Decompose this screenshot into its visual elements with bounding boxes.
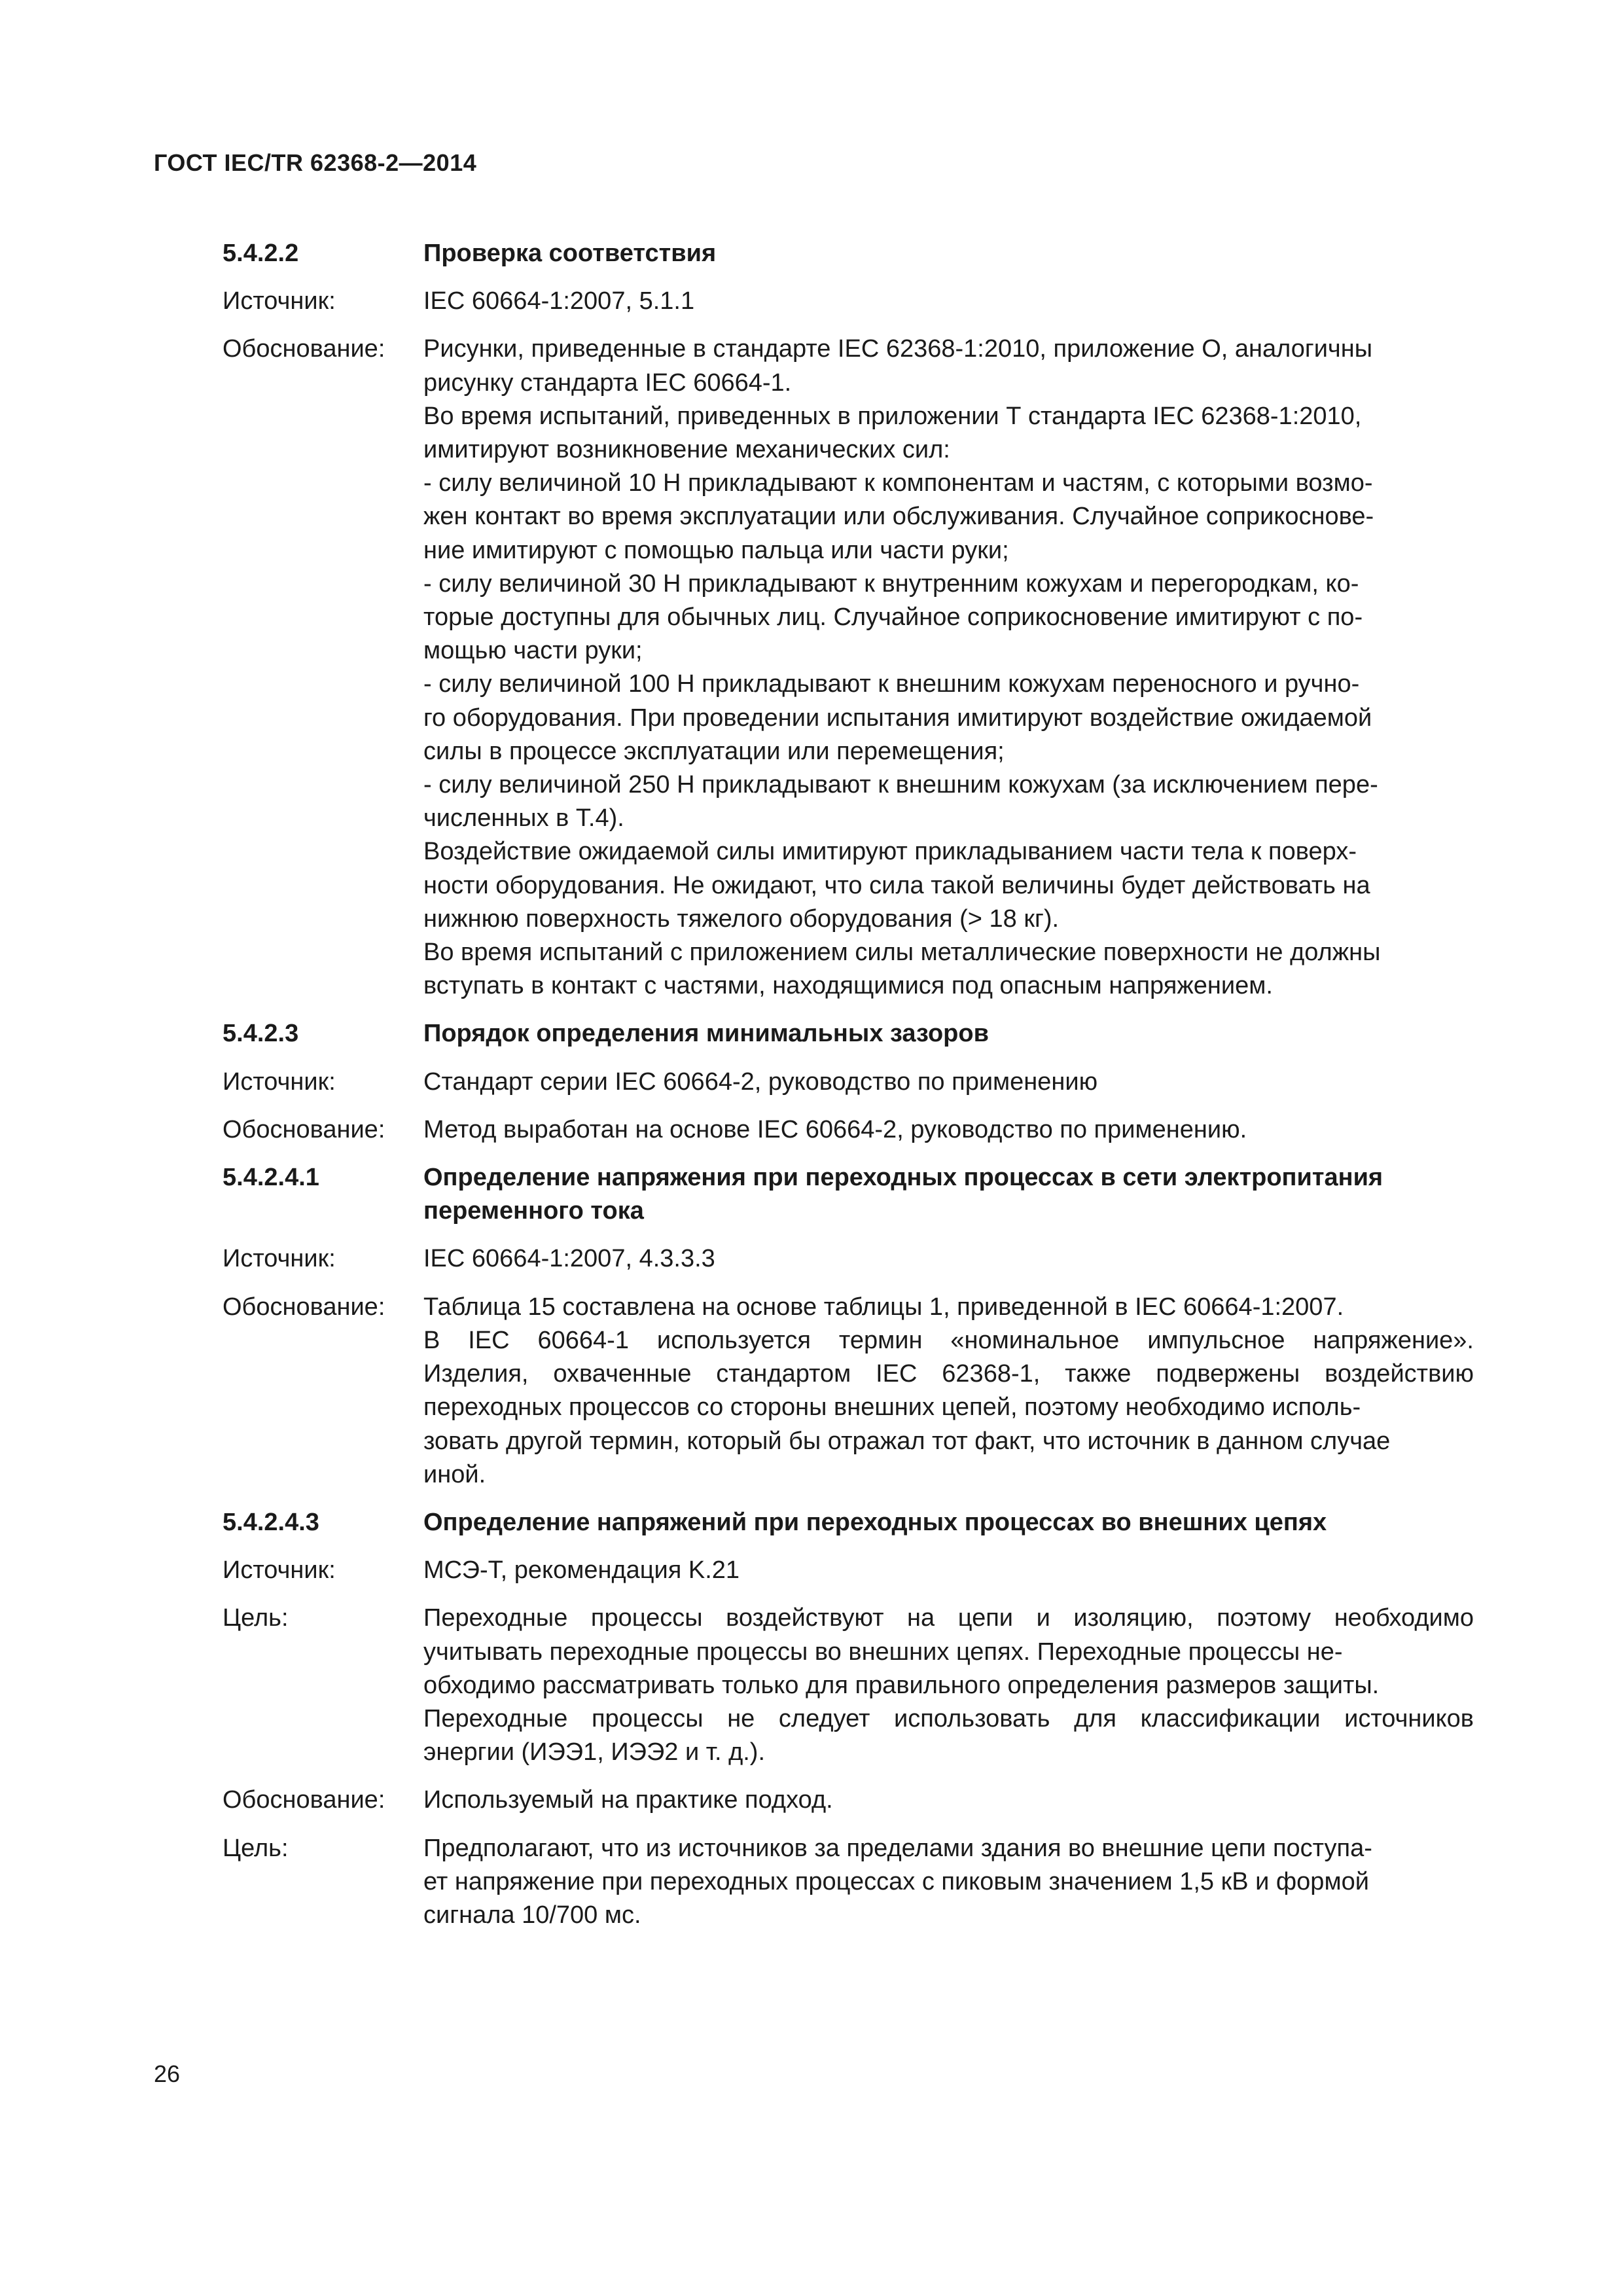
title-line: Определение напряжения при переходных процессах в сети электропитания (423, 1164, 1383, 1192)
source-label: Источник: (223, 1245, 336, 1273)
text-line: Изделия, охваченные стандартом IEC 62368-1, также подвержены воздействию (423, 1360, 1474, 1388)
source-value: Стандарт серии IEC 60664-2, руководство по применению (423, 1067, 1098, 1096)
source-label: Источник: (223, 1067, 336, 1096)
goal-text (423, 1602, 1474, 1769)
section-title: Порядок определения минимальных зазоров (423, 1020, 989, 1048)
goal-label: Цель: (223, 1834, 289, 1862)
text-line: силы в процессе эксплуатации или перемещения; (423, 737, 1005, 765)
source-field (223, 1554, 1474, 1587)
justification-field (223, 1291, 1474, 1492)
source-value: IEC 60664-1:2007, 5.1.1 (423, 287, 695, 315)
section-title: Проверка соответствия (423, 240, 717, 267)
text-line: Во время испытаний с приложением силы металлические поверхности не должны (423, 939, 1381, 967)
document-header: ГОСТ IEC/TR 62368-2—2014 (154, 149, 477, 176)
text-line: Таблица 15 составлена на основе таблицы 1, приведенной в IEC 60664-1:2007. (423, 1293, 1344, 1321)
text-line: жен контакт во время эксплуатации или обслуживания. Случайное соприкоснове- (423, 503, 1374, 531)
text-line: Переходные процессы воздействуют на цепи и изоляцию, поэтому необходимо (423, 1604, 1474, 1632)
source-label: Источник: (223, 1556, 336, 1585)
section-title (423, 1161, 1474, 1228)
text-line: мощью части руки; (423, 637, 643, 665)
text-line: - силу величиной 250 Н прикладывают к внешним кожухам (за исключением пере- (423, 771, 1378, 799)
text-line: ет напряжение при переходных процессах с пиковым значением 1,5 кВ и формой (423, 1867, 1369, 1895)
justification-field (223, 1784, 1474, 1817)
text-line: Переходные процессы не следует использовать для классификации источников (423, 1704, 1474, 1732)
goal-text (423, 1832, 1474, 1933)
source-field (223, 285, 1474, 318)
page-number: 26 (154, 2060, 181, 2087)
text-line: - силу величиной 100 Н прикладывают к внешним кожухам переносного и ручно- (423, 670, 1360, 698)
text-line: Предполагают, что из источников за пределами здания во внешние цепи поступа- (423, 1834, 1372, 1862)
source-value: МСЭ-Т, рекомендация K.21 (423, 1556, 740, 1585)
text-line: ние имитируют с помощью пальца или части руки; (423, 536, 1009, 564)
title-line: переменного тока (423, 1197, 644, 1225)
justification-field (223, 332, 1474, 1003)
source-label: Источник: (223, 287, 336, 315)
justification-text (423, 332, 1474, 1003)
justification-label: Обоснование: (223, 1115, 385, 1143)
section-heading (223, 237, 1474, 270)
source-field (223, 1242, 1474, 1276)
text-line: численных в Т.4). (423, 804, 624, 833)
justification-text: Используемый на практике подход. (423, 1786, 833, 1814)
text-line: Во время испытаний, приведенных в приложении Т стандарта IEC 62368-1:2010, (423, 402, 1362, 430)
justification-field (223, 1113, 1474, 1147)
text-line: В IEC 60664-1 используется термин «номинальное импульсное напряжение». (423, 1326, 1474, 1354)
text-line: - силу величиной 30 Н прикладывают к внутренним кожухам и перегородкам, ко- (423, 569, 1359, 598)
section-heading (223, 1161, 1474, 1228)
justification-text: Метод выработан на основе IEC 60664-2, руководство по применению. (423, 1115, 1247, 1143)
section-number: 5.4.2.4.1 (223, 1164, 319, 1192)
text-line: рисунку стандарта IEC 60664-1. (423, 368, 792, 397)
text-line: зовать другой термин, который бы отражал тот факт, что источник в данном случае (423, 1427, 1391, 1455)
text-line: го оборудования. При проведении испытания имитируют воздействие ожидаемой (423, 704, 1372, 732)
text-line: вступать в контакт с частями, находящимися под опасным напряжением. (423, 972, 1273, 1000)
goal-field (223, 1832, 1474, 1933)
text-line: Рисунки, приведенные в стандарте IEC 62368-1:2010, приложение О, аналогичны (423, 335, 1373, 363)
source-field (223, 1066, 1474, 1099)
section-heading (223, 1017, 1474, 1050)
justification-label: Обоснование: (223, 1786, 385, 1814)
text-line: - силу величиной 10 Н прикладывают к компонентам и частям, с которыми возмо- (423, 469, 1373, 497)
text-line: иной. (423, 1460, 486, 1488)
source-value: IEC 60664-1:2007, 4.3.3.3 (423, 1245, 715, 1273)
justification-text (423, 1291, 1474, 1492)
justification-label: Обоснование: (223, 335, 385, 363)
goal-field (223, 1602, 1474, 1769)
text-line: переходных процессов со стороны внешних цепей, поэтому необходимо исполь- (423, 1393, 1361, 1422)
document-body (223, 237, 1474, 1932)
justification-label: Обоснование: (223, 1293, 385, 1321)
text-line: сигнала 10/700 мс. (423, 1901, 641, 1929)
section-heading (223, 1506, 1474, 1539)
text-line: ности оборудования. Не ожидают, что сила такой величины будет действовать на (423, 871, 1370, 899)
section-number: 5.4.2.3 (223, 1020, 299, 1048)
text-line: обходимо рассматривать только для правильного определения размеров защиты. (423, 1671, 1380, 1699)
text-line: торые доступны для обычных лиц. Случайное соприкосновение имитируют с по- (423, 603, 1363, 632)
section-number: 5.4.2.4.3 (223, 1508, 319, 1536)
text-line: нижнюю поверхность тяжелого оборудования (> 18 кг). (423, 905, 1060, 933)
goal-label: Цель: (223, 1604, 289, 1632)
section-number: 5.4.2.2 (223, 240, 299, 267)
text-line: Воздействие ожидаемой силы имитируют прикладыванием части тела к поверх- (423, 838, 1357, 866)
text-line: энергии (ИЭЭ1, ИЭЭ2 и т. д.). (423, 1738, 766, 1767)
text-line: учитывать переходные процессы во внешних цепях. Переходные процессы не- (423, 1638, 1343, 1666)
text-line: имитируют возникновение механических сил: (423, 436, 950, 464)
section-title: Определение напряжений при переходных процессах во внешних цепях (423, 1508, 1327, 1536)
